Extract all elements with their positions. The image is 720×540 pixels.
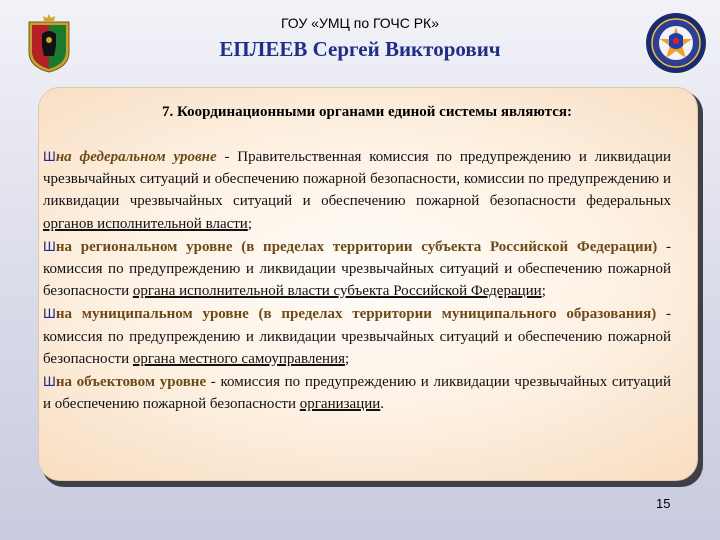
slide-heading: 7. Координационными органами единой системы являются:	[162, 104, 572, 120]
list-item-regional	[43, 235, 671, 303]
header-author-name: ЕПЛЕЕВ Сергей Викторович	[219, 37, 501, 61]
list-item-municipal	[43, 302, 671, 370]
level-label: на федеральном уровне	[55, 149, 217, 165]
level-label: на объектовом уровне	[55, 374, 207, 391]
list-item-federal	[43, 145, 671, 235]
item-punctuation: .	[380, 396, 385, 413]
bullet-icon: Ш	[43, 373, 56, 390]
item-underlined-text: органа исполнительной власти субъекта Российской Федерации	[132, 283, 542, 300]
item-text: - комиссия по предупреждению и ликвидации чрезвычайных ситуаций и обеспечению пожарной безопасности	[43, 374, 671, 413]
emercom-emblem-icon	[645, 12, 707, 74]
bullet-icon: Ш	[43, 305, 56, 322]
item-text: - комиссия по предупреждению и ликвидации чрезвычайных ситуаций и обеспечению пожарной безопасности	[43, 238, 671, 300]
item-text: - Правительственная комиссия по предупреждению и ликвидации чрезвычайных ситуаций и обеспечению пожарной безопасности, комиссии по предупреждению и ликвидации чрезвычайных ситуаций и обеспечению пожарной безопасности федеральных	[43, 149, 671, 210]
bullet-icon: Ш	[43, 148, 56, 164]
level-label: на муниципальном уровне (в пределах территории муниципального образования)	[55, 306, 657, 323]
coat-of-arms-icon	[26, 12, 72, 74]
item-underlined-text: органа местного самоуправления	[132, 350, 345, 367]
item-text: - комиссия по предупреждению и ликвидации чрезвычайных ситуаций и обеспечению пожарной безопасности	[43, 306, 671, 367]
item-punctuation: ;	[247, 215, 253, 232]
list-item-object	[43, 370, 671, 415]
item-punctuation: ;	[541, 283, 546, 300]
item-underlined-text: органов исполнительной власти	[43, 215, 248, 232]
item-punctuation: ;	[344, 350, 350, 367]
bullet-icon: Ш	[43, 237, 56, 254]
item-underlined-text: организации	[299, 396, 381, 413]
coordination-bodies-list	[43, 145, 671, 415]
header-organization: ГОУ «УМЦ по ГОЧС РК»	[281, 15, 439, 31]
page-number: 15	[656, 496, 671, 511]
level-label: на региональном уровне (в пределах территории субъекта Российской Федерации)	[55, 238, 658, 255]
